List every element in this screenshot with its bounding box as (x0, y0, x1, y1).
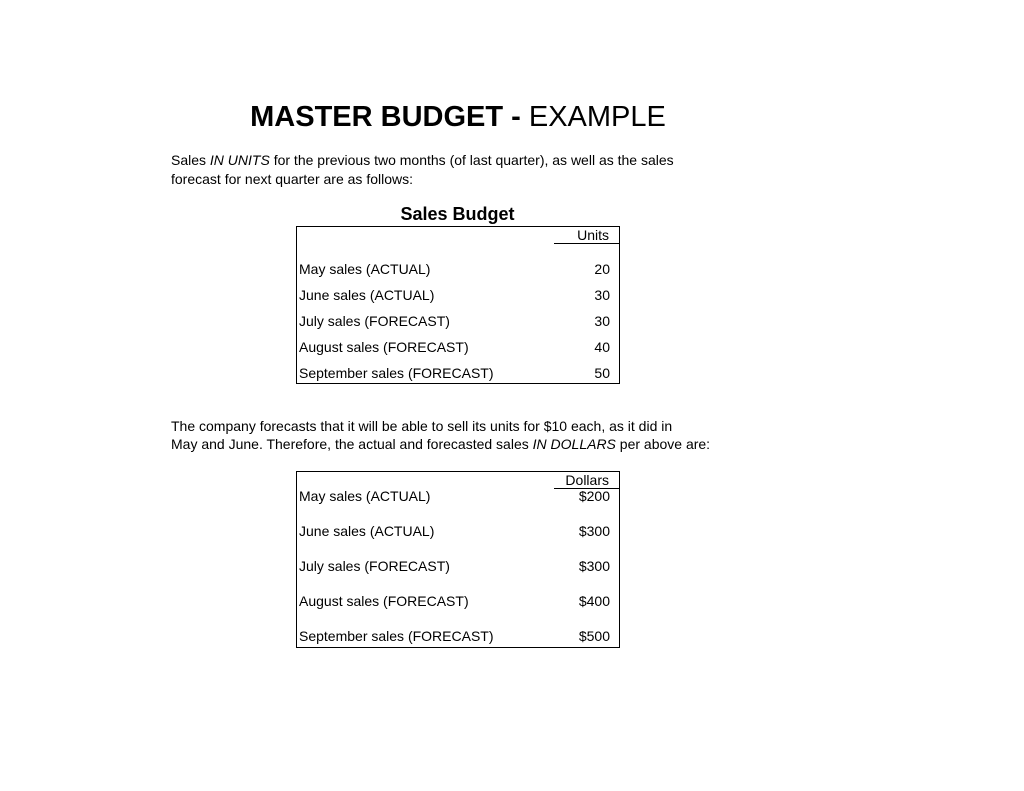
table-row-label: July sales (FORECAST) (299, 313, 450, 329)
table-row-value: 20 (594, 261, 610, 277)
table-row-label: May sales (ACTUAL) (299, 261, 431, 277)
intro-text: for the previous two months (of last quarter), as well as the sales (269, 152, 674, 168)
dollars-column-header: Dollars (554, 472, 619, 489)
page-title (0, 99, 916, 135)
table-row-value: 30 (594, 287, 610, 303)
table-row-value: $300 (578, 558, 610, 574)
table-row-label: August sales (FORECAST) (299, 339, 469, 355)
table-row-value: $500 (578, 628, 610, 644)
intro-text: Sales (171, 152, 210, 168)
table-row-value: $200 (578, 488, 610, 504)
table-row-value: $300 (578, 523, 610, 539)
table-row-label: July sales (FORECAST) (299, 558, 450, 574)
table-row-value: 30 (594, 313, 610, 329)
sales-budget-table (296, 226, 620, 384)
middle-line-2 (171, 435, 710, 454)
table-row-value: 40 (594, 339, 610, 355)
table-row-label: September sales (FORECAST) (299, 365, 494, 381)
table-row-value: 50 (594, 365, 610, 381)
intro-line-1 (171, 151, 674, 170)
title-normal: EXAMPLE (520, 101, 666, 133)
middle-line-1: The company forecasts that it will be able to sell its units for $10 each, as it did in (171, 418, 673, 434)
units-column-header: Units (554, 227, 619, 244)
intro-line-2: forecast for next quarter are as follows: (171, 171, 413, 187)
middle-text: May and June. Therefore, the actual and forecasted sales (171, 436, 533, 452)
table-row-label: May sales (ACTUAL) (299, 488, 431, 504)
intro-emphasis: IN UNITS (209, 152, 270, 168)
table-row-label: June sales (ACTUAL) (299, 523, 435, 539)
table-row-label: September sales (FORECAST) (299, 628, 494, 644)
middle-emphasis: IN DOLLARS (532, 436, 616, 452)
table-row-label: August sales (FORECAST) (299, 593, 469, 609)
table-row-value: $400 (578, 593, 610, 609)
sales-budget-title: Sales Budget (400, 204, 515, 224)
table-row-label: June sales (ACTUAL) (299, 287, 435, 303)
title-bold: MASTER BUDGET - (250, 101, 521, 133)
middle-text: per above are: (615, 436, 711, 452)
